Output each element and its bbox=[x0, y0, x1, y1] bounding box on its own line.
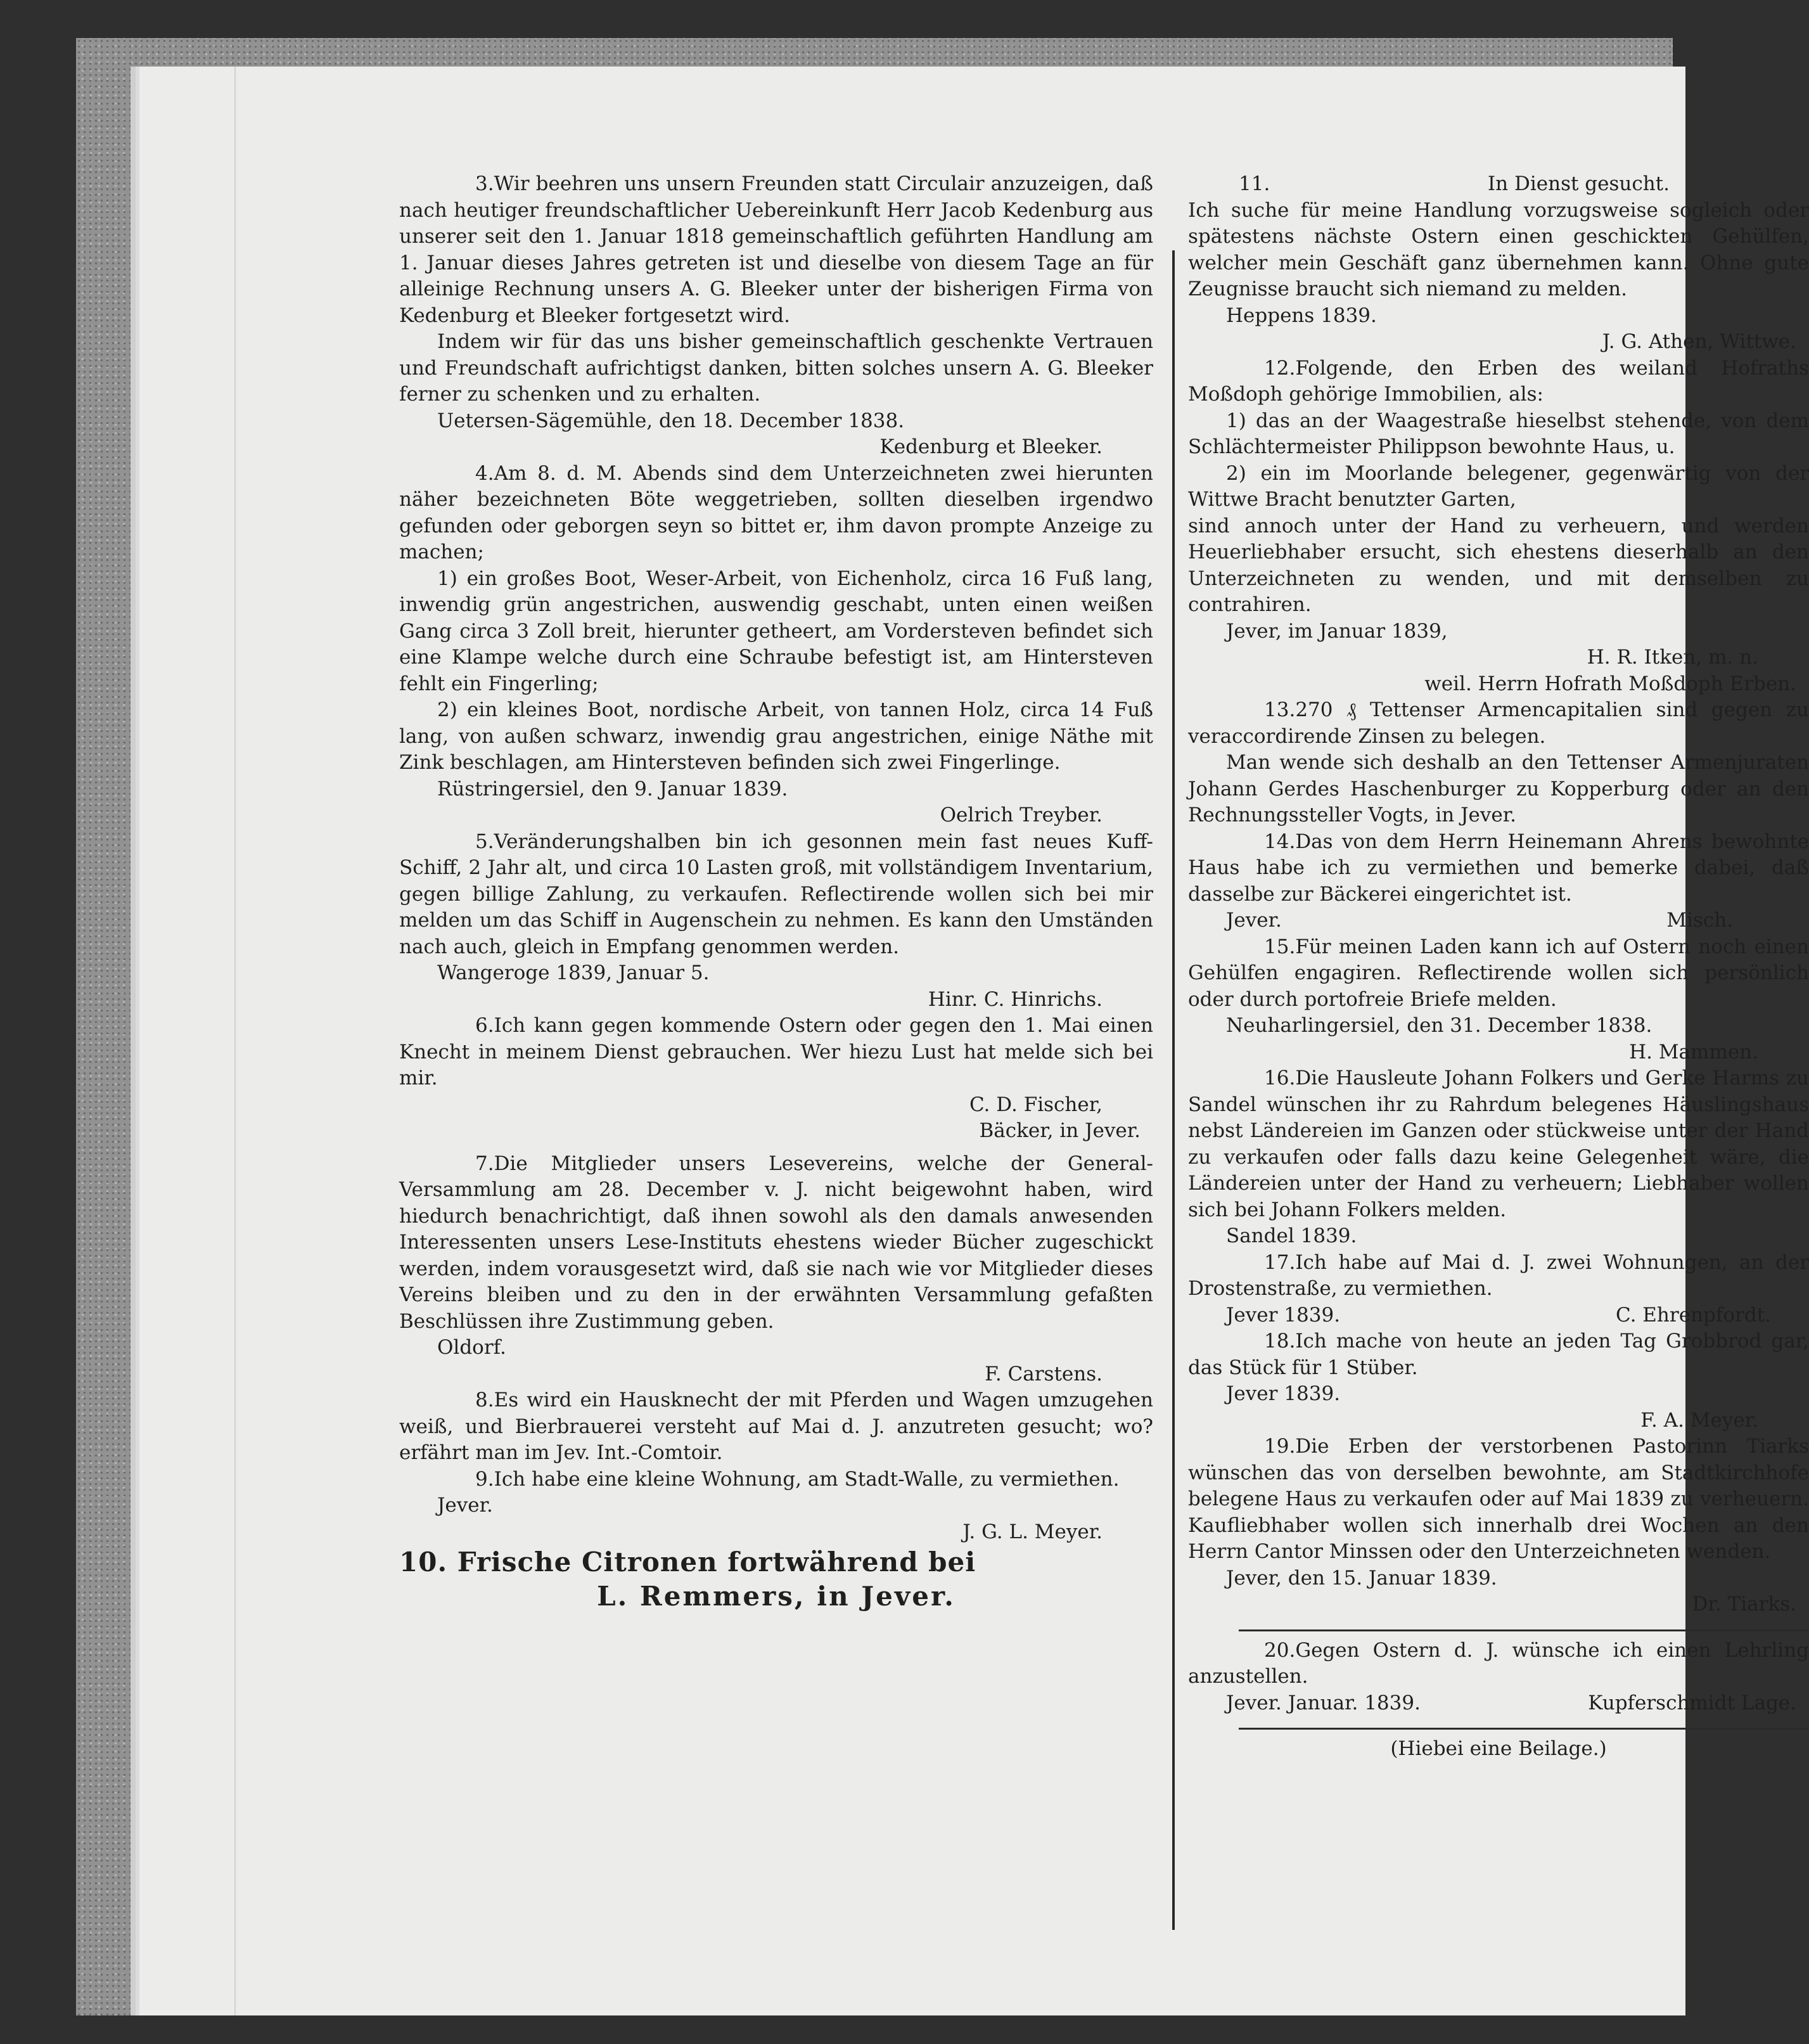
notice-number: 4. bbox=[475, 461, 494, 485]
section-rule bbox=[1239, 1629, 1809, 1631]
notice-8 bbox=[399, 1387, 1153, 1467]
notice-signature: F. A. Meyer. bbox=[1640, 1408, 1758, 1432]
notice-signature: Kupferschmidt Lage. bbox=[1588, 1691, 1796, 1714]
list-item: 2) ein im Moorlande belegener, gegenwärtig von der Wittwe Bracht benutzter Garten, bbox=[1188, 461, 1809, 511]
notice-number: 6. bbox=[475, 1014, 494, 1037]
notice-body: Ich kann gegen kommende Ostern oder gegen den 1. Mai einen Knecht in meinem Dienst gebrauchen. Wer hiezu Lust hat melde sich bei mir. bbox=[399, 1014, 1153, 1089]
newspaper-page bbox=[139, 67, 1809, 2015]
notice-number: 7. bbox=[475, 1152, 494, 1175]
notice-4 bbox=[399, 461, 1153, 566]
notice-signature: H. R. Itken, m. n. bbox=[1587, 646, 1758, 669]
notice-14 bbox=[1188, 829, 1809, 908]
notice-13 bbox=[1188, 697, 1809, 750]
notice-signature: Misch. bbox=[1666, 909, 1733, 932]
notice-place-date: Rüstringersiel, den 9. Januar 1839. bbox=[437, 777, 788, 800]
notice-body: 270 ₰ Tettenser Armencapitalien sind gegen zu veraccordirende Zinsen zu belegen. bbox=[1188, 698, 1809, 748]
column-divider bbox=[1172, 250, 1175, 1930]
notice-body: Für meinen Laden kann ich auf Ostern noch einen Gehülfen engagiren. Reflectirende wollen sich persönlich oder durch portofreie Briefe melden. bbox=[1188, 935, 1809, 1011]
notice-11-header bbox=[1188, 171, 1809, 198]
notice-body: Die Hausleute Johann Folkers und Gerke Harms zu Sandel wünschen ihr zu Rahrdum belegenes Häuslingshaus nebst Ländereien im Ganzen oder stückweise unter der Hand zu verkaufen oder falls dazu keine Gelegenheit wäre, die Ländereien unter der Hand zu verheuern; Liebhaber wollen sich bei Johann Folkers melden. bbox=[1188, 1067, 1809, 1221]
notice-number: 8. bbox=[475, 1389, 494, 1411]
section-rule bbox=[1239, 1728, 1809, 1730]
notice-17 bbox=[1188, 1250, 1809, 1302]
notice-17-footer bbox=[1188, 1302, 1809, 1329]
notice-19 bbox=[1188, 1434, 1809, 1565]
notice-body: Es wird ein Hausknecht der mit Pferden und Wagen umzugehen weiß, und Bierbrauerei versteht auf Mai d. J. anzutreten gesucht; wo? erfährt man im Jev. Int.-Comtoir. bbox=[399, 1389, 1153, 1464]
notice-body: Die Mitglieder unsers Lesevereins, welche der General-Versammlung am 28. December v. J. nicht beigewohnt haben, wird hiedurch benachrichtigt, daß ihnen sowohl als den damals anwesenden Interessenten unsers Lese-Instituts ehestens wieder Bücher zugeschickt werden, indem vorausgesetzt wird, daß sie nach wie vor Mitglieder dieses Vereins bleiben und zu den in der erwähnten Versammlung gefaßten Beschlüssen ihre Zustimmung geben. bbox=[399, 1152, 1153, 1333]
notice-body: Ich mache von heute an jeden Tag Grobbrod gar, das Stück für 1 Stüber. bbox=[1188, 1330, 1809, 1379]
notice-18 bbox=[1188, 1328, 1809, 1381]
notice-number: 19. bbox=[1264, 1435, 1296, 1458]
notice-7 bbox=[399, 1151, 1153, 1335]
notice-body: Die Erben der verstorbenen Pastorinn Tiarks wünschen das von derselben bewohnte, am Stadtkirchhofe belegene Haus zu verkaufen oder auf Mai 1839 zu verheuern. Kaufliebhaber wollen sich innerhalb drei Wochen an den Herrn Cantor Minssen oder den Unterzeichneten wenden. bbox=[1188, 1435, 1809, 1563]
notice-number: 9. bbox=[475, 1467, 494, 1491]
notice-signature: C. D. Fischer, bbox=[969, 1093, 1103, 1116]
notice-body: Ich habe eine kleine Wohnung, am Stadt-Walle, zu vermiethen. bbox=[494, 1467, 1120, 1491]
notice-number: 18. bbox=[1264, 1330, 1296, 1353]
notice-place-date: Sandel 1839. bbox=[1226, 1224, 1357, 1247]
notice-10-line-1: 10. Frische Citronen fortwährend bei bbox=[399, 1546, 976, 1578]
notice-6 bbox=[399, 1013, 1153, 1092]
notice-number: 12. bbox=[1264, 356, 1296, 380]
supplement-note: (Hiebei eine Beilage.) bbox=[1390, 1737, 1607, 1760]
left-column bbox=[399, 171, 1153, 1614]
notice-signature: H. Mammen. bbox=[1629, 1040, 1758, 1064]
notice-5 bbox=[399, 829, 1153, 961]
notice-body: Wir beehren uns unsern Freunden statt Circulair anzuzeigen, daß nach heutiger freundschaftlicher Uebereinkunft Herr Jacob Kedenburg aus unserer seit den 1. Januar 1818 gemeinschaftlich geführten Handlung am 1. Januar dieses Jahres getreten ist und dieselbe von diesem Tage an für alleinige Rechnung unsers A. G. Bleeker unter der bisherigen Firma von Kedenburg et Bleeker fortgesetzt wird. bbox=[399, 172, 1153, 327]
notice-place-date: Jever 1839. bbox=[1226, 1382, 1341, 1405]
notice-body: Folgende, den Erben des weiland Hofraths Moßdoph gehörige Immobilien, als: bbox=[1188, 356, 1809, 406]
notice-signature: Oelrich Treyber. bbox=[940, 804, 1103, 826]
right-column bbox=[1188, 171, 1809, 1763]
notice-10-line-2: L. Remmers, in Jever. bbox=[597, 1581, 956, 1612]
notice-14-footer bbox=[1188, 908, 1809, 934]
notice-body: Man wende sich deshalb an den Tettenser Armenjuraten Johann Gerdes Haschenburger zu Kopperburg oder an den Rechnungssteller Vogts, in Jever. bbox=[1188, 751, 1809, 826]
notice-place-date: Jever. Januar. 1839. bbox=[1226, 1691, 1421, 1714]
notice-number: 16. bbox=[1264, 1067, 1296, 1089]
notice-body: Veränderungshalben bin ich gesonnen mein fast neues Kuff-Schiff, 2 Jahr alt, und circa 10 Lasten groß, mit vollständigem Inventarium, gegen billige Zahlung, zu verkaufen. Reflectirende wollen sich bei mir melden um das Schiff in Augenschein zu nehmen. Es kann den Umständen nach auch, gleich in Empfang genommen werden. bbox=[399, 830, 1153, 958]
notice-body: sind annoch unter der Hand zu verheuern, und werden Heuerliebhaber ersucht, sich ehestens dieserhalb an den Unterzeichneten zu wenden, und mit demselben zu contrahiren. bbox=[1188, 514, 1809, 616]
notice-body: Am 8. d. M. Abends sind dem Unterzeichneten zwei hierunten näher bezeichneten Böte weggetrieben, sollten dieselben irgendwo gefunden oder geborgen seyn so bittet er, ihm davon prompte Anzeige zu machen; bbox=[399, 461, 1153, 563]
notice-3 bbox=[399, 171, 1153, 329]
notice-20 bbox=[1188, 1638, 1809, 1690]
notice-place-date: Oldorf. bbox=[437, 1336, 506, 1359]
list-item: 1) das an der Waagestraße hieselbst stehende, von dem Schlächtermeister Philippson bewohnte Haus, u. bbox=[1188, 409, 1809, 458]
notice-16 bbox=[1188, 1065, 1809, 1223]
notice-place-date: Jever. bbox=[1226, 909, 1282, 932]
notice-signature: Bäcker, in Jever. bbox=[979, 1119, 1141, 1142]
notice-place-date: Jever, im Januar 1839, bbox=[1226, 619, 1448, 643]
notice-place-date: Jever. bbox=[437, 1494, 493, 1517]
notice-9 bbox=[399, 1467, 1153, 1493]
notice-12 bbox=[1188, 356, 1809, 408]
notice-body: Gegen Ostern d. J. wünsche ich einen Lehrling anzustellen. bbox=[1188, 1638, 1809, 1688]
notice-body: Indem wir für das uns bisher gemeinschaftlich geschenkte Vertrauen und Freundschaft aufrichtigst danken, bitten solches unsern A. G. Bleeker ferner zu schenken und zu erhalten. bbox=[399, 330, 1153, 406]
notice-body: Das von dem Herrn Heinemann Ahrens bewohnte Haus habe ich zu vermiethen und bemerke dabei, daß dasselbe zur Bäckerei eingerichtet ist. bbox=[1188, 830, 1809, 906]
notice-20-footer bbox=[1188, 1690, 1809, 1717]
notice-number: 3. bbox=[475, 172, 494, 195]
notice-place-date: Jever 1839. bbox=[1226, 1303, 1341, 1327]
notice-place-date: Neuharlingersiel, den 31. December 1838. bbox=[1226, 1014, 1652, 1037]
notice-number: 11. bbox=[1239, 172, 1270, 195]
notice-body: Ich suche für meine Handlung vorzugsweise sogleich oder spätestens nächste Ostern einen geschickten Gehülfen, welcher mein Geschäft ganz übernehmen kann. Ohne gute Zeugnisse braucht sich niemand zu melden. bbox=[1188, 198, 1809, 300]
notice-number: 5. bbox=[475, 830, 494, 853]
list-item: 2) ein kleines Boot, nordische Arbeit, von tannen Holz, circa 14 Fuß lang, von außen schwarz, inwendig grau angestrichen, einige Näthe mit Zink beschlagen, am Hintersteven befinden sich zwei Fingerlinge. bbox=[399, 698, 1153, 774]
list-item: 1) ein großes Boot, Weser-Arbeit, von Eichenholz, circa 16 Fuß lang, inwendig grün angestrichen, auswendig geschabt, unten einen weißen Gang circa 3 Zoll breit, hierunter getheert, am Vordersteven befindet sich eine Klampe welche durch eine Schraube befestigt ist, am Hintersteven fehlt ein Fingerling; bbox=[399, 567, 1153, 695]
notice-number: 14. bbox=[1264, 830, 1296, 853]
notice-15 bbox=[1188, 934, 1809, 1013]
notice-signature: J. G. L. Meyer. bbox=[962, 1520, 1103, 1543]
notice-signature: Dr. Tiarks. bbox=[1692, 1593, 1796, 1616]
notice-number: 20. bbox=[1264, 1638, 1296, 1662]
notice-place-date: Jever, den 15. Januar 1839. bbox=[1226, 1566, 1497, 1590]
notice-signature: J. G. Athen, Wittwe. bbox=[1602, 330, 1796, 353]
notice-signature: C. Ehrenpfordt. bbox=[1615, 1303, 1771, 1327]
notice-number: 13. bbox=[1264, 698, 1296, 721]
notice-signature: weil. Herrn Hofrath Moßdoph Erben. bbox=[1424, 672, 1796, 695]
notice-place-date: Wangeroge 1839, Januar 5. bbox=[437, 961, 710, 984]
notice-body: Ich habe auf Mai d. J. zwei Wohnungen, an der Drostenstraße, zu vermiethen. bbox=[1188, 1250, 1809, 1300]
notice-signature: F. Carstens. bbox=[985, 1362, 1103, 1385]
notice-place-date: Uetersen-Sägemühle, den 18. December 1838. bbox=[437, 409, 905, 432]
notice-heading: In Dienst gesucht. bbox=[1487, 172, 1670, 195]
notice-number: 15. bbox=[1264, 935, 1296, 958]
notice-number: 17. bbox=[1264, 1250, 1296, 1274]
notice-signature: Kedenburg et Bleeker. bbox=[879, 435, 1103, 458]
notice-place-date: Heppens 1839. bbox=[1226, 304, 1377, 327]
notice-signature: Hinr. C. Hinrichs. bbox=[928, 987, 1103, 1011]
